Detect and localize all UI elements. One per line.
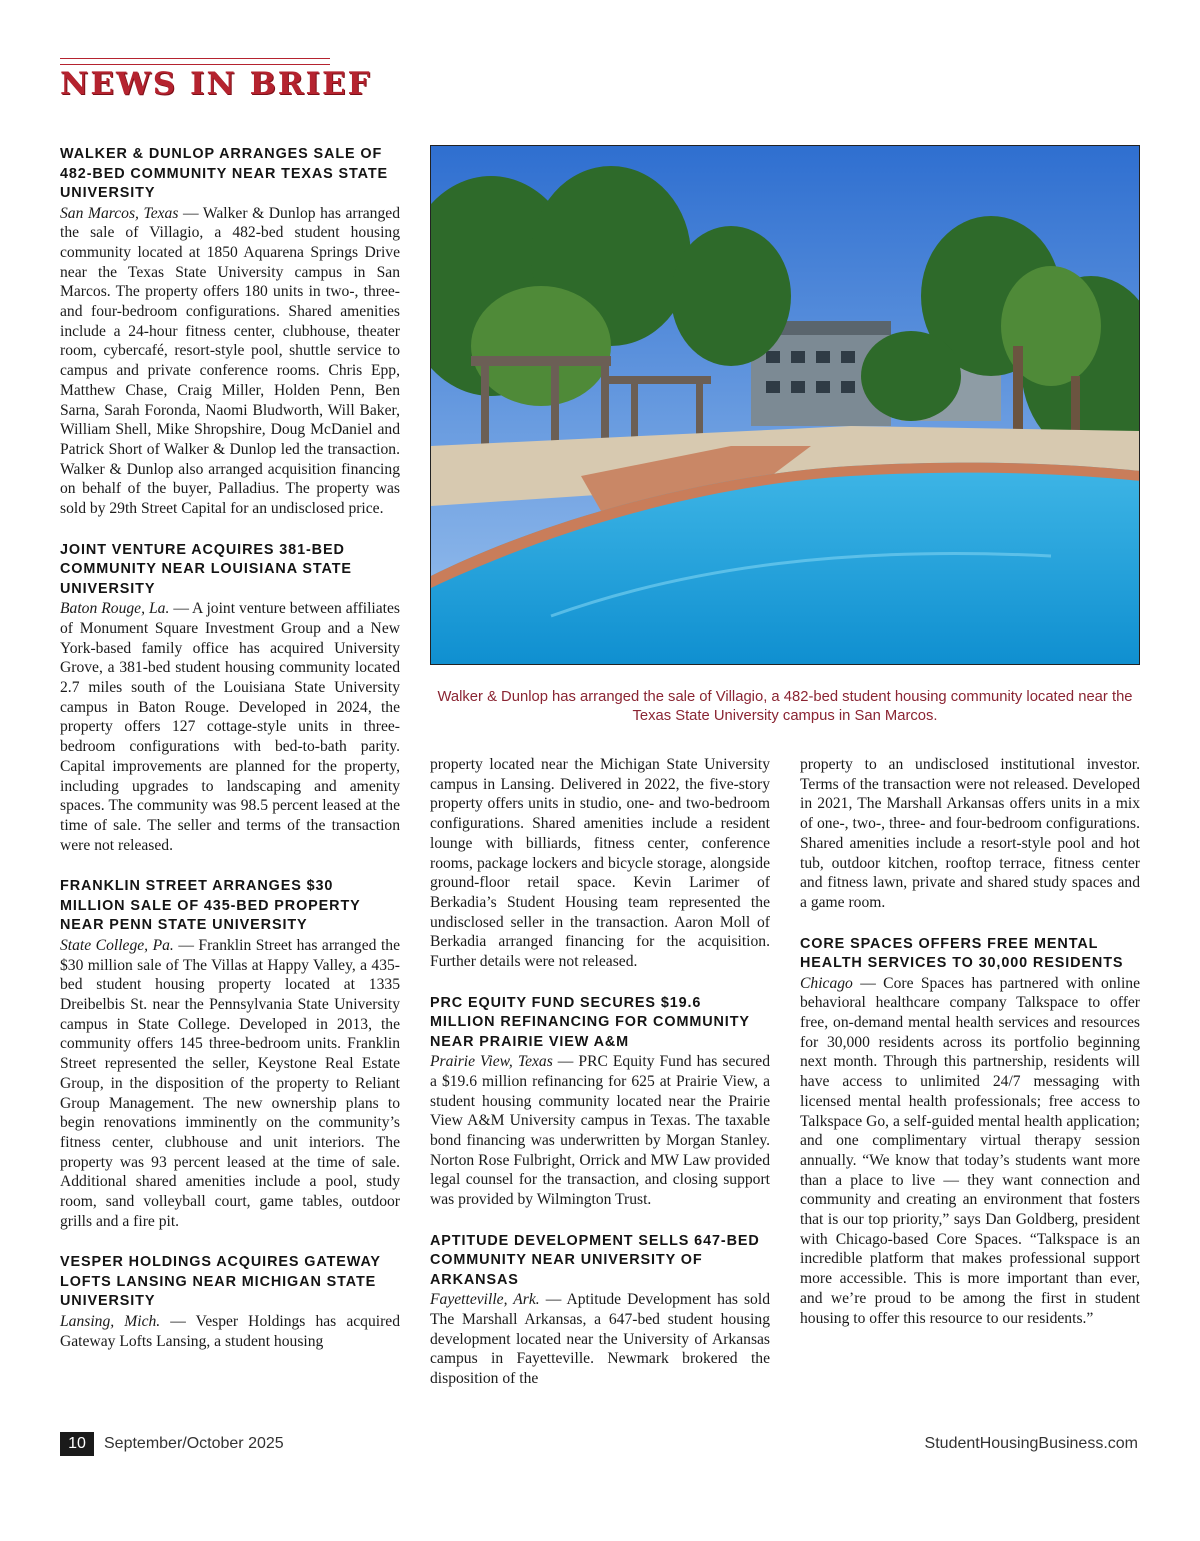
article-text: — Walker & Dunlop has arranged the sale of Villagio, a 482-bed student housing community located at 1850 Aquarena Springs Drive near the Texas State University campus in San Marcos. The property offers 180 units in two-, three- and four-bedroom configurations. Shared amenities include a 24-hour fitness center, clubhouse, theater room, cybercafé, resort-style pool, shuttle service to campus and private conference rooms. Chris Epp, Matthew Chase, Craig Miller, Holden Penn, Ben Sarna, Sarah Foronda, Naomi Bludworth, Will Baker, William Shell, Mike Shropshire, Doug McDaniel and Patrick Short of Walker & Dunlop led the transaction. Walker & Dunlop also arranged acquisition financing on behalf of the buyer, Palladius. The property was sold by 29th Street Capital for an undisclosed price. [60, 204, 400, 518]
article-vesper-continued [430, 755, 770, 972]
column-3 [800, 755, 1140, 1350]
article-text: — PRC Equity Fund has secured a $19.6 million refinancing for 625 at Prairie View, a student housing community located near the Prairie View A&M University campus in Texas. The taxable bond financing was underwritten by Morgan Stanley. Norton Rose Fulbright, Orrick and MW Law provided legal counsel for the transaction, and closing support was provided by Wilmington Trust. [430, 1053, 770, 1209]
article-prc-equity [430, 994, 770, 1210]
article-headline: APTITUDE DEVELOPMENT SELLS 647-BED COMMUNITY NEAR UNIVERSITY OF ARKANSAS [430, 1232, 760, 1288]
section-title: NEWS IN BRIEF [60, 66, 372, 102]
article-dateline: San Marcos, Texas [60, 204, 179, 222]
page-number: 10 [60, 1432, 94, 1456]
article-body [800, 974, 1140, 1329]
article-body [60, 1312, 400, 1351]
article-dateline: Prairie View, Texas [430, 1053, 553, 1071]
article-body [430, 1290, 770, 1389]
article-text: — A joint venture between affiliates of Monument Square Investment Group and a New York-based family office has acquired University Grove, a 381-bed student housing community located 2.7 miles south of the Louisiana State University campus in Baton Rouge. Developed in 2024, the property offers 127 cottage-style units in three-bedroom configurations with bed-to-bath parity. Capital improvements are planned for the property, including upgrades to landscaping and amenity spaces. The community was 98.5 percent leased at the time of sale. The seller and terms of the transaction were not released. [60, 600, 400, 854]
article-dateline: Lansing, Mich. [60, 1312, 161, 1330]
article-dateline: State College, Pa. [60, 936, 174, 954]
article-headline: PRC EQUITY FUND SECURES $19.6 MILLION REFINANCING FOR COMMUNITY NEAR PRAIRIE VIEW A&M [430, 994, 750, 1050]
article-dateline: Baton Rouge, La. [60, 600, 170, 618]
article-core-spaces [800, 935, 1140, 1329]
article-headline: CORE SPACES OFFERS FREE MENTAL HEALTH SERVICES TO 30,000 RESIDENTS [800, 935, 1124, 972]
article-body [60, 204, 400, 519]
article-headline: JOINT VENTURE ACQUIRES 381-BED COMMUNITY NEAR LOUISIANA STATE UNIVERSITY [60, 541, 352, 597]
article-text: — Franklin Street has arranged the $30 million sale of The Villas at Happy Valley, a 435-bed student housing property located at 1335 Dreibelbis St. near the Pennsylvania State University campus in State College. Developed in 2013, the community offers 145 three-bedroom units. Franklin Street represented the seller, Keystone Real Estate Group, in the disposition of the property to Reliant Group Management. The new ownership plans to begin renovations imminently on the community’s fitness center, clubhouse and unit interiors. The property was 93 percent leased at the time of sale. Additional shared amenities include a pool, study room, sand volleyball court, game tables, outdoor grills and a fire pit. [60, 936, 400, 1230]
article-continuation: property to an undisclosed institutional investor. Terms of the transaction were not released. Developed in 2021, The Marshall Arkansas offers units in a mix of one-, two-, three- and four-bedroom configurations. Shared amenities include a resort-style pool and hot tub, outdoor kitchen, rooftop terrace, fitness center and fitness lawn, private and shared study spaces and a game room. [800, 756, 1140, 911]
photo-caption: Walker & Dunlop has arranged the sale of Villagio, a 482-bed student housing community located near the Texas State University campus in San Marcos. [437, 689, 1133, 724]
article-text: — Vesper Holdings has acquired Gateway Lofts Lansing, a student housing [60, 1312, 400, 1350]
article-franklin-street [60, 877, 400, 1231]
pool-photo [430, 145, 1140, 665]
article-text: — Aptitude Development has sold The Marshall Arkansas, a 647-bed student housing development located near the University of Arkansas campus in Fayetteville. Newmark brokered the disposition of the [430, 1291, 770, 1388]
article-body [60, 936, 400, 1232]
article-text: — Core Spaces has partnered with online behavioral healthcare company Talkspace to offer free, on-demand mental health services and resources for 30,000 residents across its portfolio beginning next month. Through this partnership, residents will have access to unlimited 24/7 messaging with licensed mental health professionals; free access to Talkspace Go, a self-guided mental health application; and one complimentary virtual therapy session annually. “We know that today’s students want more than a place to live — they want connection and community and creating an environment that fosters that is our top priority,” says Dan Goldberg, president with Chicago-based Core Spaces. “Talkspace is an incredible platform that makes professional support more accessible. This is more important than ever, and we’re proud to be among the first in student housing to offer this resource to our residents.” [800, 974, 1140, 1327]
issue-date: September/October 2025 [104, 1435, 284, 1452]
article-walker-dunlop [60, 145, 400, 519]
article-body [430, 1052, 770, 1210]
column-2 [430, 755, 770, 1411]
pool-photo-illustration [431, 146, 1140, 665]
article-dateline: Chicago [800, 974, 853, 992]
column-1 [60, 145, 400, 1373]
article-continuation: property located near the Michigan State University campus in Lansing. Delivered in 2022, the five-story property offers units in studio, one- and two-bedroom configurations. Shared amenities include a resident lounge with billiards, fitness center, conference rooms, package lockers and bicycle storage, alongside ground-floor retail space. Kevin Larimer of Berkadia’s Student Housing team represented the undisclosed seller in the transaction. Aaron Moll of Berkadia arranged financing for the acquisition. Further details were not released. [430, 756, 770, 971]
article-headline: FRANKLIN STREET ARRANGES $30 MILLION SALE OF 435-BED PROPERTY NEAR PENN STATE UNIVERSITY [60, 878, 361, 934]
article-headline: VESPER HOLDINGS ACQUIRES GATEWAY LOFTS LANSING NEAR MICHIGAN STATE UNIVERSITY [60, 1254, 381, 1310]
article-body [60, 599, 400, 855]
article-dateline: Fayetteville, Ark. [430, 1291, 540, 1309]
article-aptitude-continued [800, 755, 1140, 913]
article-headline: WALKER & DUNLOP ARRANGES SALE OF 482-BED COMMUNITY NEAR TEXAS STATE UNIVERSITY [60, 146, 389, 201]
article-aptitude-development [430, 1232, 770, 1389]
article-vesper-holdings [60, 1253, 400, 1351]
website-url: StudentHousingBusiness.com [924, 1435, 1138, 1452]
article-joint-venture [60, 541, 400, 856]
